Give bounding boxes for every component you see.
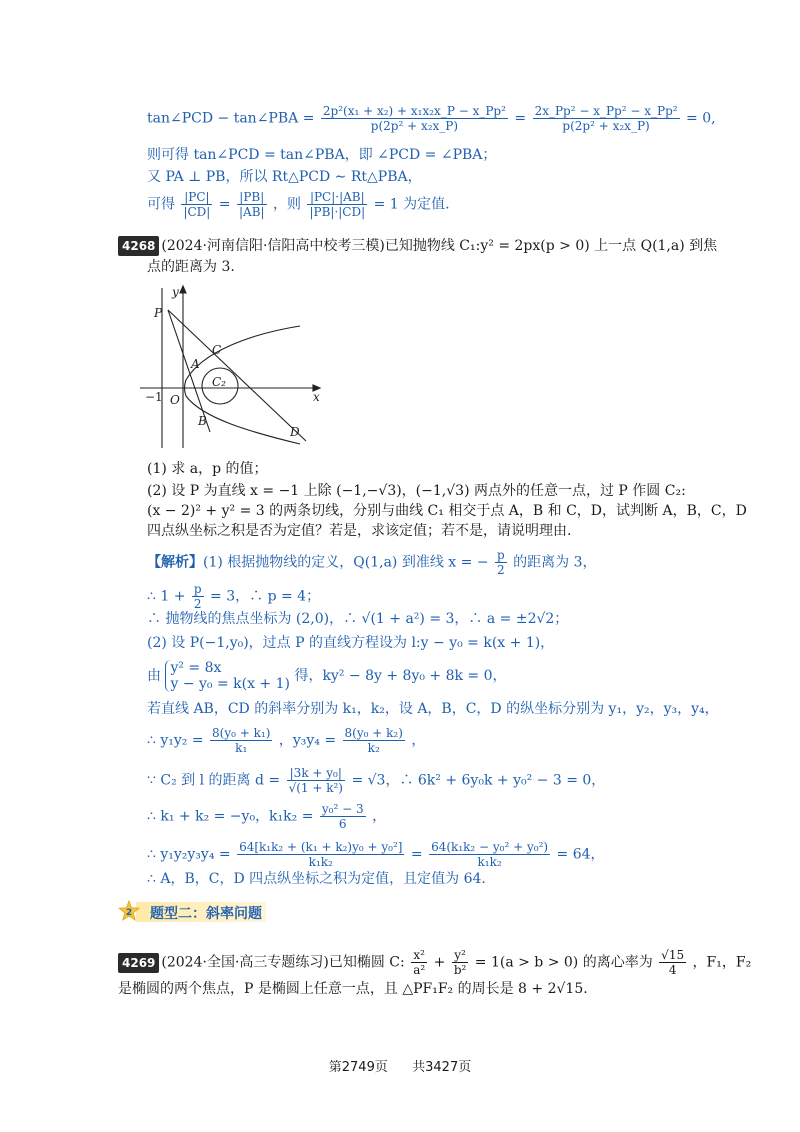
page-total: 共3427页 <box>412 1060 472 1075</box>
question-part-2-cont: 四点纵坐标之积是否为定值？若是，求该定值；若不是，请说明理由. <box>147 523 572 539</box>
fraction: $\frac{\text{|3k + y₀|}}{\text{√(1 + k²)}}$ <box>288 766 343 795</box>
fraction: $\frac{\text{x²}}{\text{a²}}$ <box>413 948 426 977</box>
fraction: $\frac{\text{2x\_Pp² − x\_Pp² − x\_Pp²}}{\text{p(2p² + x₂x\_P)}}$ <box>534 104 678 133</box>
problem-4269-stem-cont: 是椭圆的两个焦点，P 是椭圆上任意一点，且 △PF₁F₂ 的周长是 8 + 2√15. <box>118 981 588 997</box>
star-badge-icon <box>118 900 140 922</box>
fig-label-y: y <box>172 285 179 299</box>
solution-line: 又 PA ⊥ PB，所以 Rt△PCD ∼ Rt△PBA， <box>147 169 422 185</box>
y-axis-arrow <box>180 286 186 293</box>
problem-4268-stem: 4268 (2024·河南信阳·信阳高中校考三模)已知抛物线 C₁:y² = 2px(p > 0) 上一点 Q(1,a) 到焦 <box>118 236 717 256</box>
question-part-2-cont: (x − 2)² + y² = 3 的两条切线，分别与曲线 C₁ 相交于点 A，B 和 C，D，试判断 A，B，C，D <box>147 503 747 519</box>
fraction: $\frac{\text{8(y₀ + k₂)}}{\text{k₂}}$ <box>344 726 403 755</box>
fig-label-p: P <box>154 306 163 320</box>
fraction: $\frac{|PB|}{|AB|}$ <box>238 190 265 219</box>
fraction: $\frac{\text{y₀² − 3}}{6}$ <box>321 802 364 831</box>
fraction: $\frac{\text{8(y₀ + k₁)}}{\text{k₁}}$ <box>212 726 271 755</box>
parabola-circle-figure <box>140 280 340 450</box>
fig-label-x: x <box>313 390 320 404</box>
fraction: $\frac{\text{64(k₁k₂ − y₀² + y₀²)}}{\text{k₁k₂}}$ <box>431 840 549 869</box>
fig-label-d: D <box>290 425 300 439</box>
fraction: $\frac{\text{2p²(x₁ + x₂) + x₁x₂x\_P − x\_Pp²}}{\text{p(2p² + x₂x\_P)}}$ <box>322 104 506 133</box>
solution-tag: 【解析】 <box>147 554 203 571</box>
problem-number-badge: 4268 <box>118 236 159 256</box>
fig-label-o: O <box>170 393 180 407</box>
solution-line-tan-diff: tan∠PCD − tan∠PBA = $\frac{\text{2p²(x₁ + x₂) + x₁x₂x\_P − x\_Pp²}}{\text{p(2p² + x₂x\_P)}}$ = $\frac{\text{2x\_Pp² − x\_Pp² − x\_Pp²}}{\text{p(2p² + x₂x\_P)}}$ = 0, <box>147 104 716 133</box>
solution-line-8: ∵ C₂ 到 l 的距离 d = $\frac{\text{|3k + y₀|}}{\text{√(1 + k²)}}$ = √3，∴ 6k² + 6y₀k + y₀² − 3 = 0， <box>147 766 606 795</box>
fraction: $\frac{√15}{4}$ <box>661 948 685 977</box>
problem-4269-stem: 4269 (2024·全国·高三专题练习)已知椭圆 C: $\frac{\text{x²}}{\text{a²}}$ + $\frac{\text{y²}}{\text{b²}}$ = 1(a > b > 0) 的离心率为 $\frac{√15}{4}$ ，F₁，F₂ <box>118 948 751 977</box>
solution-line-9: ∴ k₁ + k₂ = −y₀，k₁k₂ = $\frac{\text{y₀² − 3}}{6}$ ， <box>147 802 387 831</box>
fig-label-c2: C₂ <box>212 375 226 389</box>
question-part-1: (1) 求 a，p 的值； <box>147 461 268 477</box>
solution-line-1: 【解析】(1) 根据抛物线的定义，Q(1,a) 到准线 x = − $\frac{p}{2}$ 的距离为 3， <box>147 548 597 577</box>
section-title: 题型二：斜率问题 <box>150 906 262 922</box>
solution-line-4: (2) 设 P(−1,y₀)，过点 P 的直线方程设为 l:y − y₀ = k(x + 1)， <box>147 635 555 651</box>
problem-number-badge: 4269 <box>118 953 159 973</box>
fraction: $\frac{\text{64[k₁k₂ + (k₁ + k₂)y₀ + y₀²]}}{\text{k₁k₂}}$ <box>239 840 403 869</box>
solution-line-5: 由 y² = 8x y − y₀ = k(x + 1) 得，ky² − 8y + 8y₀ + 8k = 0， <box>147 660 507 692</box>
fraction: $\frac{p}{2}$ <box>193 582 202 611</box>
fraction: $\frac{|PC|}{|CD|}$ <box>183 190 211 219</box>
solution-line-2: ∴ 1 + $\frac{p}{2}$ = 3，∴ p = 4； <box>147 582 321 611</box>
fraction: $\frac{\text{y²}}{\text{b²}}$ <box>453 948 467 977</box>
fig-label-a: A <box>191 357 200 371</box>
equation-system: y² = 8x y − y₀ = k(x + 1) <box>165 660 290 692</box>
fig-label-c: C <box>212 343 222 357</box>
fraction: $\frac{p}{2}$ <box>497 548 505 577</box>
solution-line-3: ∴ 抛物线的焦点坐标为 (2,0)，∴ √(1 + a²) = 3，∴ a = ±2√2； <box>147 611 569 627</box>
question-part-2: (2) 设 P 为直线 x = −1 上除 (−1,−√3)，(−1,√3) 两点外的任意一点，过 P 作圆 C₂: <box>147 483 686 499</box>
solution-line-10: ∴ y₁y₂y₃y₄ = $\frac{\text{64[k₁k₂ + (k₁ + k₂)y₀ + y₀²]}}{\text{k₁k₂}}$ = $\frac{\text{64(k₁k₂ − y₀² + y₀²)}}{\text{k₁k₂}}$ = 64， <box>147 840 605 869</box>
solution-line-6: 若直线 AB，CD 的斜率分别为 k₁，k₂，设 A，B，C，D 的纵坐标分别为 y₁，y₂，y₃，y₄， <box>147 701 719 717</box>
fig-label-b: B <box>198 414 207 428</box>
solution-line: 则可得 tan∠PCD = tan∠PBA，即 ∠PCD = ∠PBA； <box>147 147 497 163</box>
solution-line-7: ∴ y₁y₂ = $\frac{\text{8(y₀ + k₁)}}{\text{k₁}}$ ，y₃y₄ = $\frac{\text{8(y₀ + k₂)}}{\text{k₂}}$ ， <box>147 726 426 755</box>
fig-label-neg1: −1 <box>145 390 163 404</box>
solution-line-11: ∴ A，B，C，D 四点纵坐标之积为定值，且定值为 64. <box>147 871 486 887</box>
page-footer <box>0 1056 800 1075</box>
section-number: 2 <box>125 908 133 918</box>
page-number: 第2749页 <box>328 1060 388 1075</box>
solution-line-ratio: 可得 $\frac{|PC|}{|CD|}$ = $\frac{|PB|}{|AB|}$ ，则 $\frac{|PC|\cdot|AB|}{|PB|\cdot|CD|}$ = 1 为定值. <box>147 190 450 219</box>
fraction: $\frac{|PC|\cdot|AB|}{|PB|\cdot|CD|}$ <box>309 190 366 219</box>
problem-4268-stem-cont: 点的距离为 3. <box>147 259 235 275</box>
